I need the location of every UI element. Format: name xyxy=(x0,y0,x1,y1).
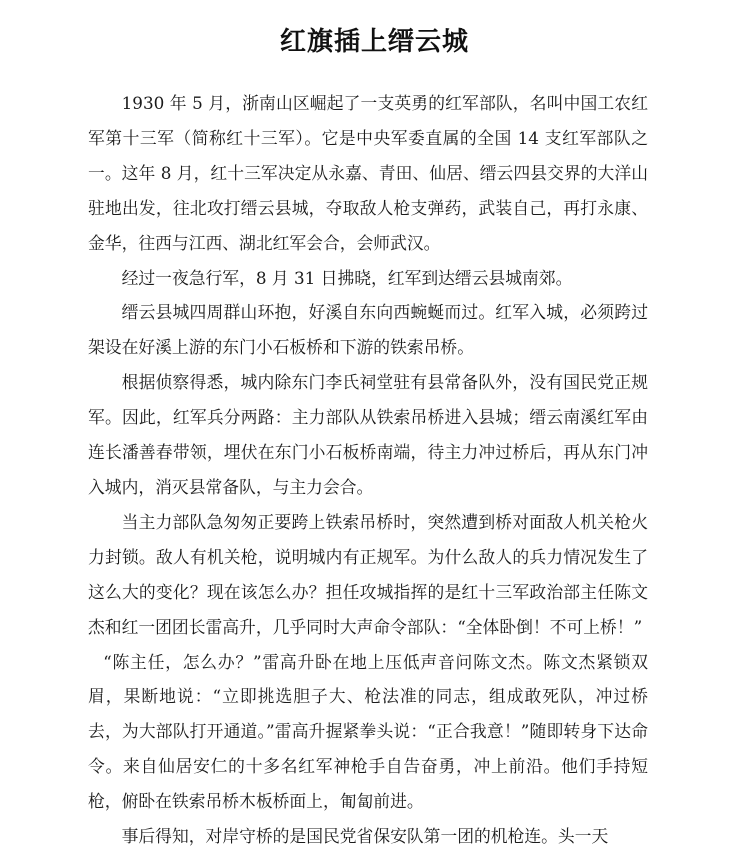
paragraph-4: 根据侦察得悉，城内除东门李氏祠堂驻有县常备队外，没有国民党正规军。因此，红军兵分两路：主力部队从铁索吊桥进入县城；缙云南溪红军由连长潘善春带领，埋伏在东门小石板桥南端，待主力冲过桥后，再从东门冲入城内，消灭县常备队，与主力会合。 xyxy=(88,372,648,497)
paragraph-2: 经过一夜急行军，8 月 31 日拂晓，红军到达缙云县城南郊。 xyxy=(121,267,573,288)
paragraph-5: 当主力部队急匆匆正要跨上铁索吊桥时，突然遭到桥对面敌人机关枪火力封锁。敌人有机关枪，说明城内有正规军。为什么敌人的兵力情况发生了这么大的变化？现在该怎么办？担任攻城指挥的是红十三军政治部主任陈文杰和红一团团长雷高升，几乎同时大声命令部队：“全体卧倒！不可上桥！” xyxy=(88,511,648,637)
paragraph-7: 事后得知，对岸守桥的是国民党省保安队第一团的机枪连。头一天 xyxy=(121,826,609,847)
paragraph-3: 缙云县城四周群山环抱，好溪自东向西蜿蜒而过。红军入城，必须跨过架设在好溪上游的东门小石板桥和下游的铁索吊桥。 xyxy=(88,302,648,358)
paragraph-1: 1930 年 5 月，浙南山区崛起了一支英勇的红军部队，名叫中国工农红军第十三军（简称红十三军）。它是中央军委直属的全国 14 支红军部队之一。这年 8 月，红十三军决定从永嘉、青田、仙居、缙云四县交界的大洋山驻地出发，往北攻打缙云县城，夺取敌人枪支弹药，武装自己，再打永康、金华，往西与江西、湖北红军会合，会师武汉。 xyxy=(88,93,648,253)
paragraph-6: “陈主任，怎么办？”雷高升卧在地上压低声音问陈文杰。陈文杰紧锁双眉，果断地说：“立即挑选胆子大、枪法准的同志，组成敢死队，冲过桥去，为大部队打开通道。”雷高升握紧拳头说：“正合我意！”随即转身下达命令。来自仙居安仁的十多名红军神枪手自告奋勇，冲上前沿。他们手持短枪，俯卧在铁索吊桥木板桥面上，匍匐前进。 xyxy=(88,651,648,812)
article-body xyxy=(88,86,648,854)
page-title: 红旗插上缙云城 xyxy=(279,27,469,58)
